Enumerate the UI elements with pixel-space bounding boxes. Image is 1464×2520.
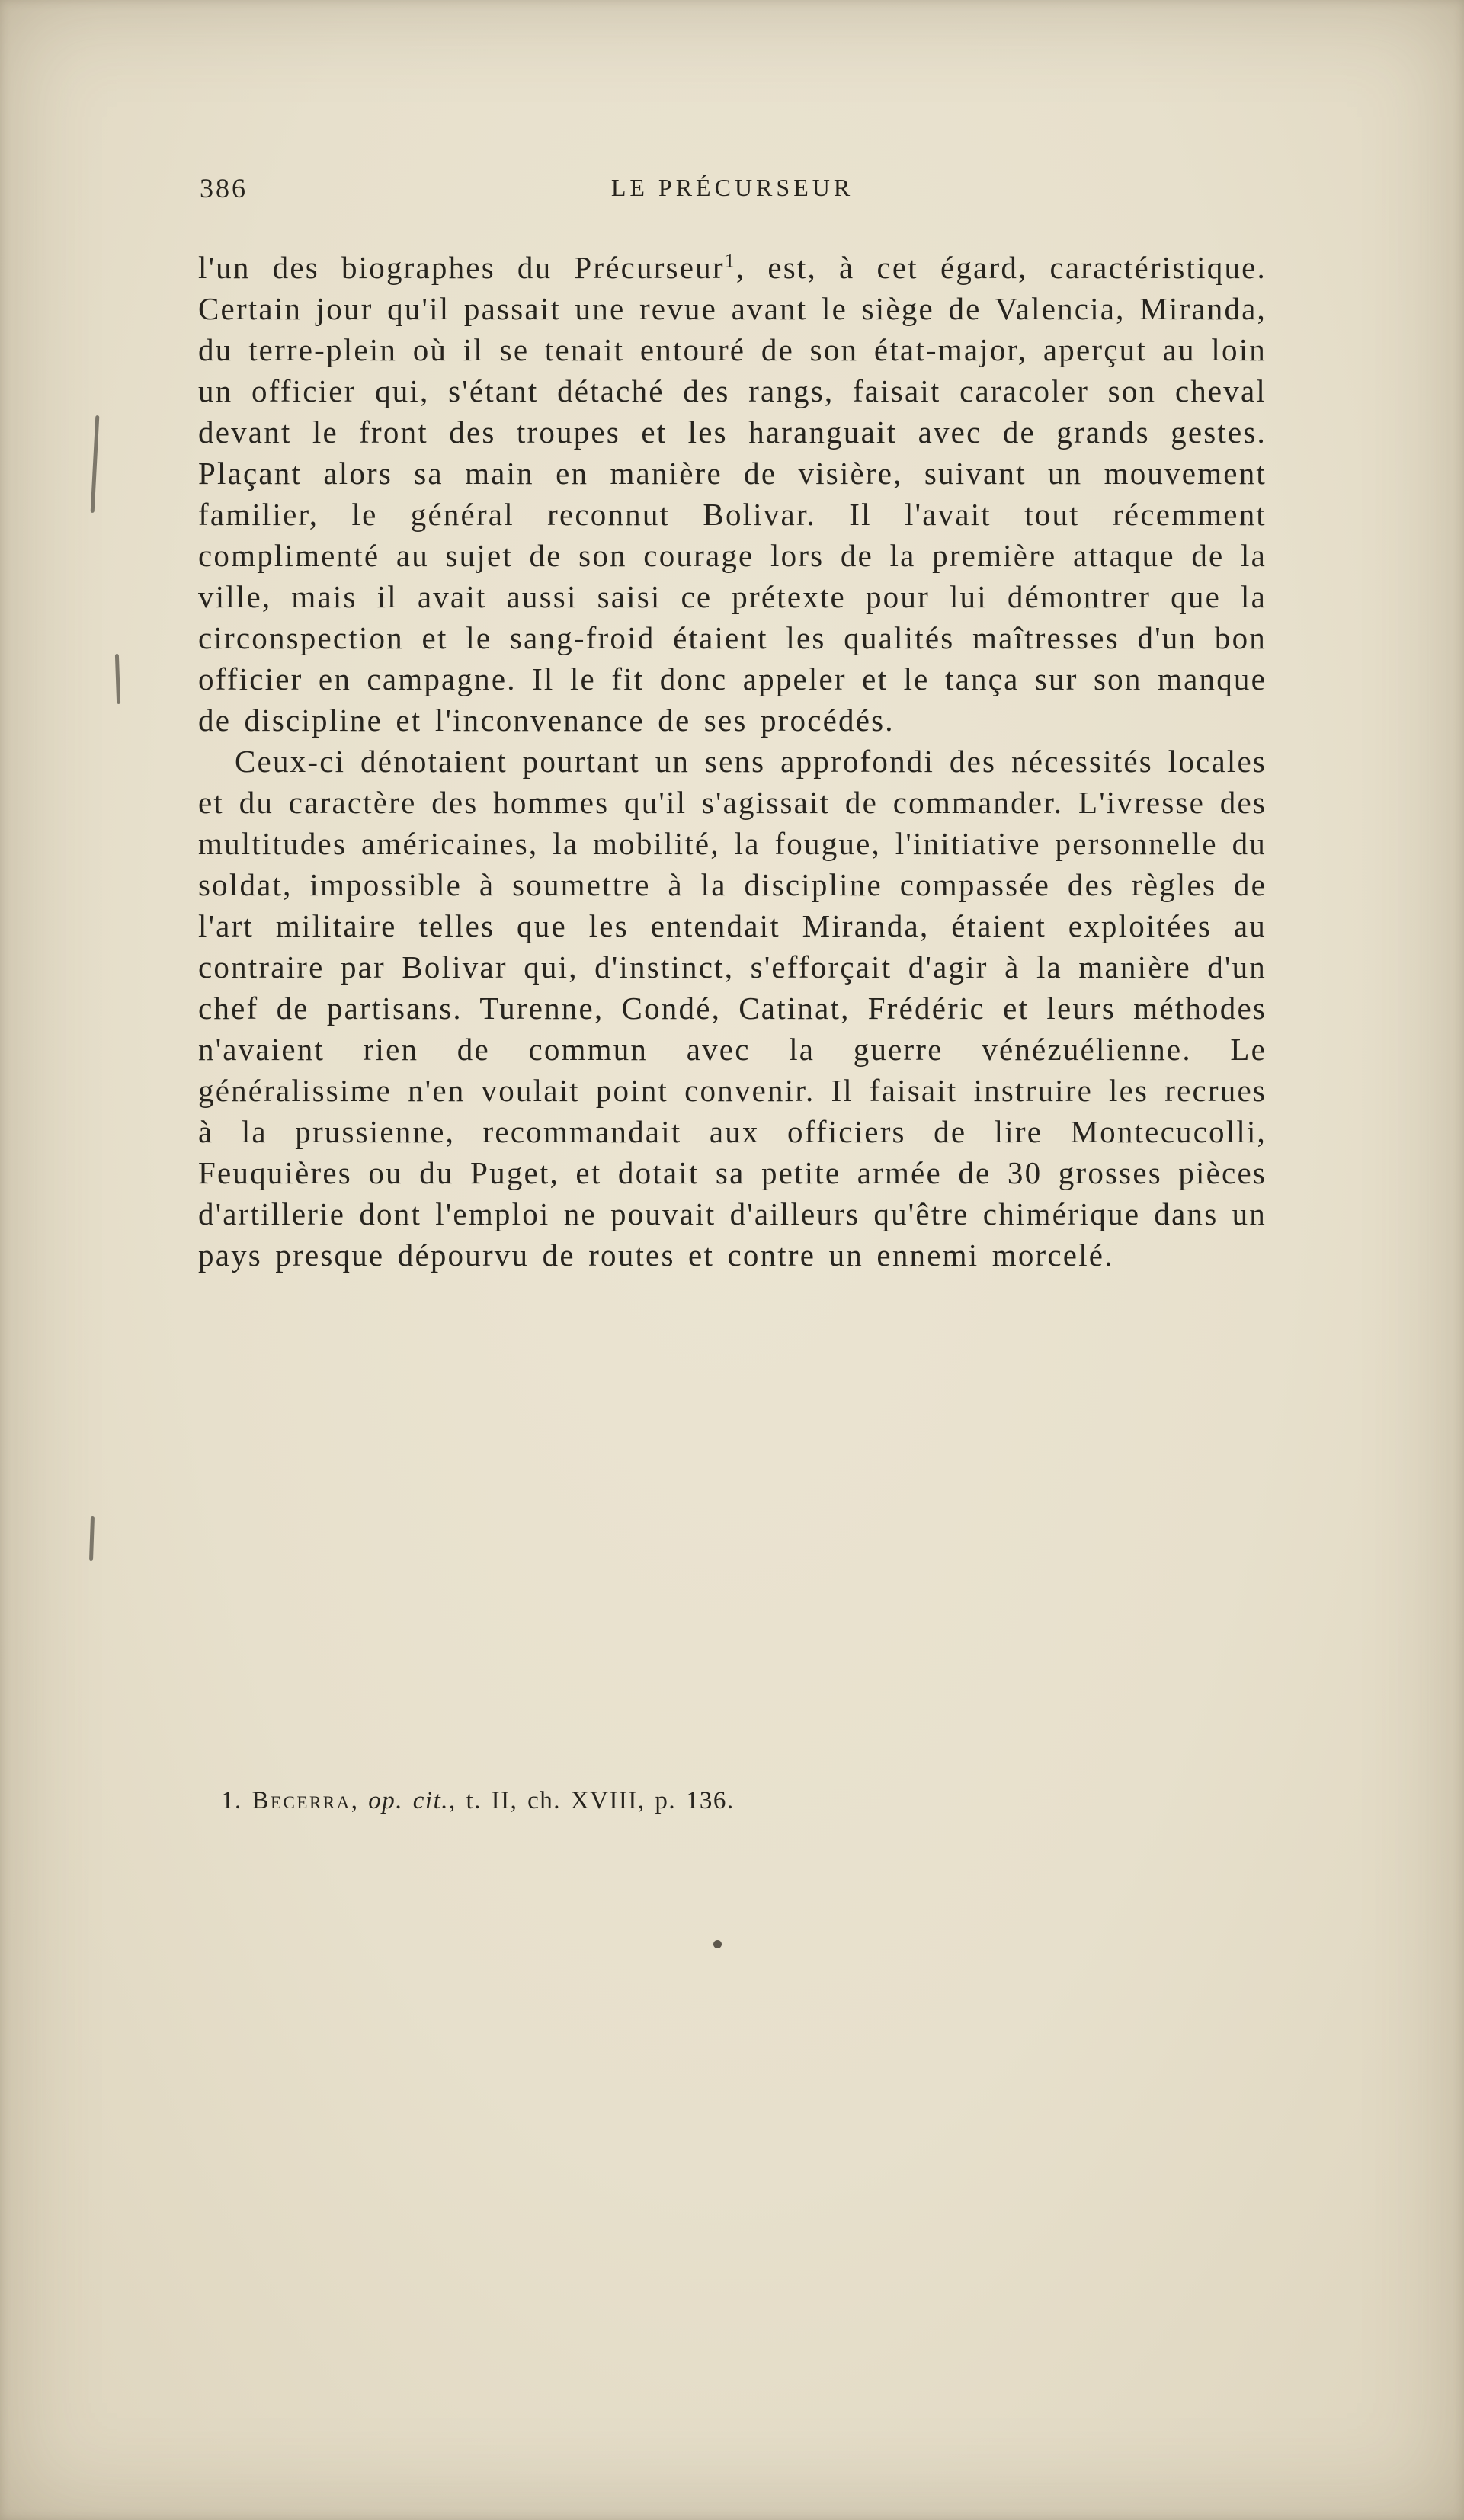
pencil-margin-mark-2 xyxy=(115,654,120,704)
footnote-reference-detail: , t. II, ch. XVIII, p. 136. xyxy=(448,1787,735,1814)
paragraph-1-text-after-note: , est, à cet égard, caractéristique. Certain jour qu'il passait une revue avant le siège de Valencia, Miranda, du terre-plein où il se tenait entouré de son état-major, aperçut au loin un officier qui, s'étant détaché des rangs, faisait caracoler son cheval devant le front des troupes et les haranguait avec de grands gestes. Plaçant alors sa main en manière de visière, suivant un mouvement familier, le général reconnut Bolivar. Il l'avait tout récemment complimenté au sujet de son courage lors de la première attaque de la ville, mais il avait aussi saisi ce prétexte pour lui démontrer que la circonspection et le sang-froid étaient les qualités maîtresses d'un bon officier en campagne. Il le fit donc appeler et le tança sur son manque de discipline et l'inconvenance de ses procédés. xyxy=(198,250,1267,738)
ink-spot xyxy=(713,1940,722,1948)
footnote-reference-mark: 1 xyxy=(724,249,736,272)
paragraph-1-text-before-note: l'un des biographes du Précurseur xyxy=(198,250,725,285)
page-body-text xyxy=(198,247,1267,1276)
running-head xyxy=(198,172,1267,212)
text-block xyxy=(198,172,1267,1276)
paragraph-1 xyxy=(198,247,1267,741)
footnote-author: Becerra xyxy=(251,1787,351,1814)
running-title: LE PRÉCURSEUR xyxy=(610,174,854,201)
pencil-margin-mark-3 xyxy=(89,1516,95,1561)
footnote-separator: , xyxy=(351,1787,369,1814)
paragraph-2: Ceux-ci dénotaient pourtant un sens approfondi des nécessités locales et du caractère des hommes qu'il s'agissait de commander. L'ivresse des multitudes américaines, la mobilité, la fougue, l'initiative personnelle du soldat, impossible à soumettre à la discipline compassée des règles de l'art militaire telles que les entendait Miranda, étaient exploitées au contraire par Bolivar qui, d'instinct, s'efforçait d'agir à la manière d'un chef de partisans. Turenne, Condé, Catinat, Frédéric et leurs méthodes n'avaient rien de commun avec la guerre vénézuélienne. Le généralissime n'en voulait point convenir. Il faisait instruire les recrues à la prussienne, recommandait aux officiers de lire Montecucolli, Feuquières ou du Puget, et dotait sa petite armée de 30 grosses pièces d'artillerie dont l'emploi ne pouvait d'ailleurs qu'être chimérique dans un pays presque dépourvu de routes et contre un ennemi morcelé. xyxy=(198,744,1267,1273)
footnote xyxy=(221,1787,1267,1815)
page-number: 386 xyxy=(200,173,248,203)
footnote-marker: 1. xyxy=(221,1787,252,1814)
pencil-margin-mark-1 xyxy=(91,415,100,513)
footnote-work-title: op. cit. xyxy=(368,1787,449,1814)
